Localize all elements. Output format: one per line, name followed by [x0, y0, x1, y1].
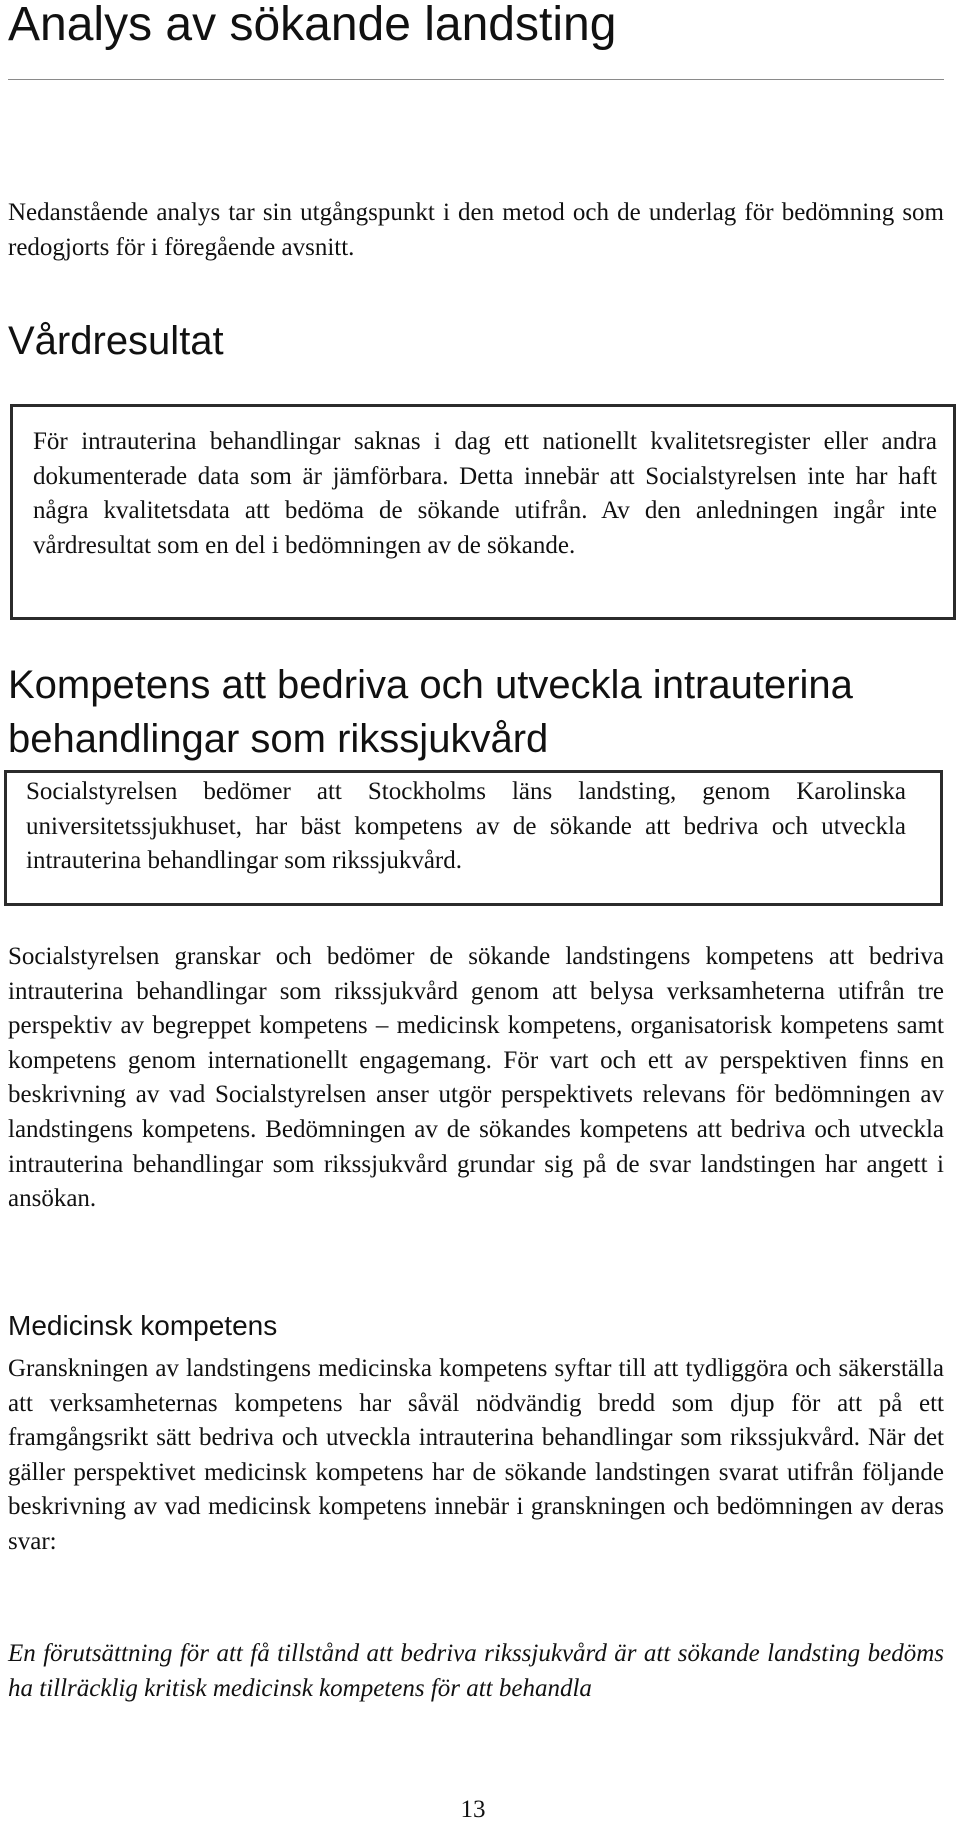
body-paragraph-kompetens: Socialstyrelsen granskar och bedömer de sökande landstingens kompetens att bedriva intrauterina behandlingar som rikssjukvård genom att belysa verksamheterna utifrån tre perspektiv av begreppet kompetens – medicinsk kompetens, organisatorisk kompetens samt kompetens genom internationellt engagemang. För vart och ett av perspektiven finns en beskrivning av vad Socialstyrelsen anser utgör perspektivets relevans för bedömningen av landstingens kompetens. Bedömningen av de sökandes kompetens att bedriva och utveckla intrauterina behandlingar som rikssjukvård grundar sig på de svar landstingen har angett i ansökan.	[8, 943, 944, 1213]
summary-box-kompetens	[4, 770, 943, 906]
page-number: 13	[460, 1796, 486, 1823]
page-title: Analys av sökande landsting	[8, 0, 617, 51]
italic-quote-paragraph: En förutsättning för att få tillstånd att bedriva rikssjukvård är att sökande landsting bedöms ha tillräcklig kritisk medicinsk kompetens för att behandla	[8, 1640, 944, 1702]
section-heading-kompetens: Kompetens att bedriva och utveckla intrauterina behandlingar som rikssjukvård	[8, 663, 853, 761]
intro-paragraph: Nedanstående analys tar sin utgångspunkt i den metod och de underlag för bedömning som redogjorts för i föregående avsnitt.	[8, 199, 944, 261]
section-heading-vardresultat: Vårdresultat	[8, 319, 224, 363]
summary-box-vardresultat	[10, 404, 956, 620]
title-divider	[8, 79, 944, 80]
summary-box-text: Socialstyrelsen bedömer att Stockholms läns landsting, genom Karolinska universitetssjukhuset, har bäst kompetens av de sökande att bedriva och utveckla intrauterina behandlingar som rikssjukvård.	[26, 778, 906, 875]
section-heading-medicinsk-kompetens: Medicinsk kompetens	[8, 1310, 278, 1341]
summary-box-text: För intrauterina behandlingar saknas i dag ett nationellt kvalitetsregister eller andra dokumenterade data som är jämförbara. Detta innebär att Socialstyrelsen inte har haft några kvalitetsdata att bedöma de sökande utifrån. Av den anledningen ingår inte vårdresultat som en del i bedömningen av de sökande.	[33, 428, 937, 559]
body-paragraph-medicinsk: Granskningen av landstingens medicinska kompetens syftar till att tydliggöra och säkerställa att verksamheternas kompetens har såväl nödvändig bredd som djup för att på ett framgångsrikt sätt bedriva och utveckla intrauterina behandlingar som rikssjukvård. När det gäller perspektivet medicinsk kompetens har de sökande landstingen svarat utifrån följande beskrivning av vad medicinsk kompetens innebär i granskningen och bedömningen av deras svar:	[8, 1355, 944, 1555]
